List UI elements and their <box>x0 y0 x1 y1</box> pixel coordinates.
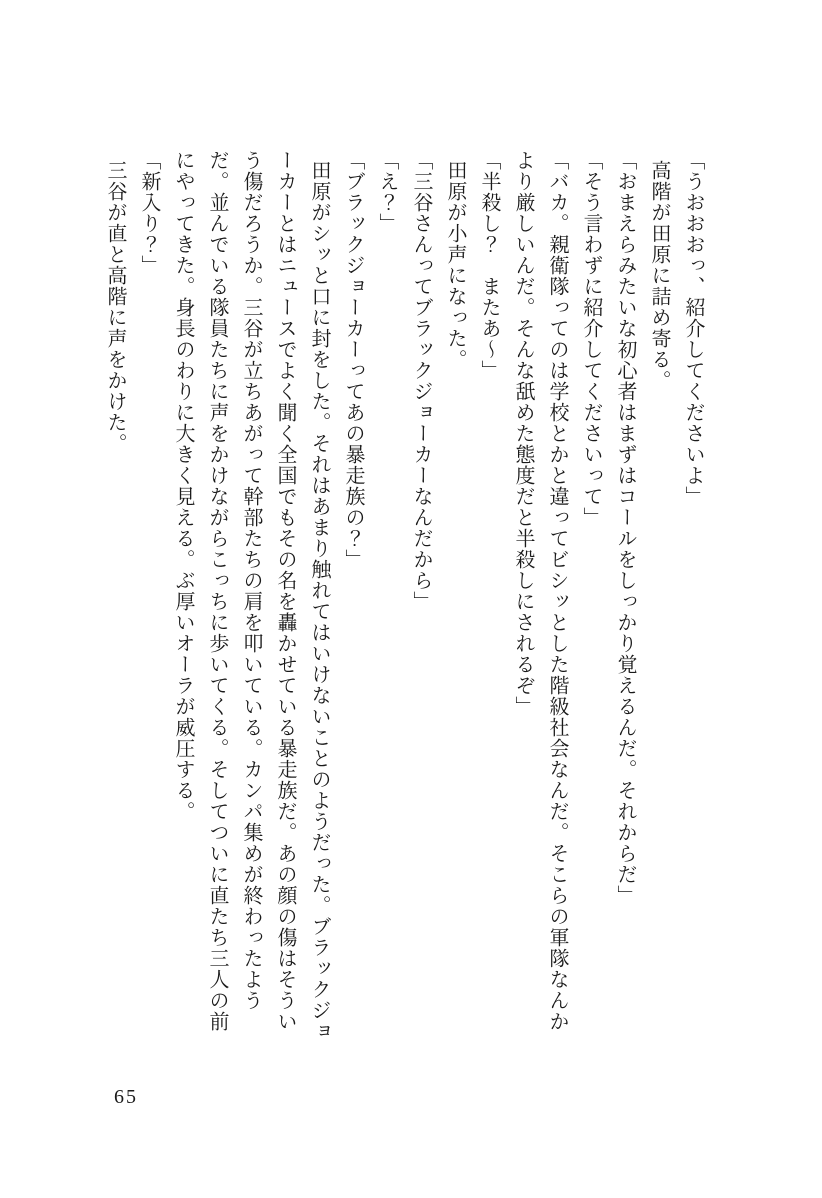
paragraph-narrative: 田原が小声になった。 <box>444 160 466 370</box>
paragraph-dialogue: 「半殺し？ またあ〜」 <box>478 150 500 381</box>
paragraph-dialogue: 「おまえらみたいな初心者はまずはコールをしっかり覚えるんだ。それからだ」 <box>614 150 636 906</box>
paragraph-dialogue: 「三谷さんってブラックジョーカーなんだから」 <box>410 150 432 612</box>
paragraph-narrative: 田原がシッと口に封をした。それはあまり触れてはいけないことのようだった。ブラックジョーカーとはニュースでよく聞く全国でもその名を轟かせている暴走族だ。あの顔の傷はそういう傷だろうか。三谷が立ちあがって幹部たちの肩を叩いている。カンパ集めが終わったようだ。並んでいる隊員たちに声をかけながらこっちに歩いてくる。そしてついに直たち三人の前にやってきた。身長のわりに大きく見える。ぶ厚いオーラが威圧する。 <box>172 150 330 1042</box>
vertical-text-block <box>98 150 710 1042</box>
paragraph-dialogue: 「そう言わずに紹介してくださいって」 <box>580 150 602 528</box>
paragraph-dialogue: 「ブラックジョーカーってあの暴走族の？」 <box>342 150 364 570</box>
page-number: 65 <box>114 1086 138 1108</box>
paragraph-dialogue: 「え？」 <box>376 150 398 234</box>
paragraph-dialogue: 「うおおおっ、紹介してくださいよ」 <box>682 150 704 507</box>
paragraph-narrative: 三谷が直と高階に声をかけた。 <box>104 160 126 454</box>
paragraph-narrative: 高階が田原に詰め寄る。 <box>648 160 670 391</box>
paragraph-dialogue: 「新入り？」 <box>138 150 160 276</box>
paragraph-dialogue: 「バカ。親衛隊ってのは学校とかと違ってビシッとした階級社会なんだ。そこらの軍隊なんかより厳しいんだ。そんな舐めた態度だと半殺しにされるぞ」 <box>512 150 568 1032</box>
